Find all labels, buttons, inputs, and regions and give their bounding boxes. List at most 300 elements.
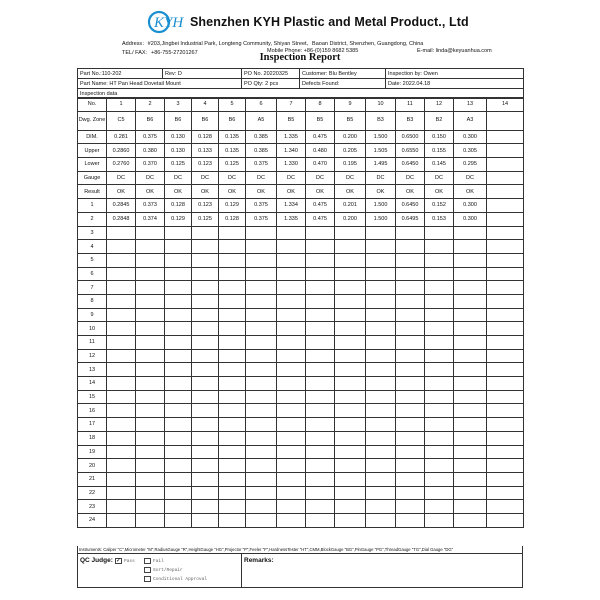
company-mobile: Mobile Phone: +86-(0)159 8682 5385 <box>267 48 359 54</box>
measurement-cell: 0.2848 <box>107 212 136 226</box>
measurement-cell: 0.373 <box>136 199 165 213</box>
row-label: DIM. <box>78 130 107 144</box>
measurement-cell <box>335 349 366 363</box>
measurement-cell <box>107 253 136 267</box>
company-email: E-mail: linda@keyuanhua.com <box>417 48 492 54</box>
measurement-cell: 0.153 <box>425 212 454 226</box>
measurement-row <box>78 472 524 486</box>
spec-cell: DC <box>454 171 487 185</box>
measurement-cell <box>246 322 277 336</box>
measurement-cell <box>277 445 306 459</box>
measurement-cell: 0.374 <box>136 212 165 226</box>
measurement-cell <box>219 322 246 336</box>
measurement-cell <box>306 322 335 336</box>
section-label: Inspection data <box>78 89 524 99</box>
measurement-cell <box>219 377 246 391</box>
row-number: 6 <box>78 267 107 281</box>
measurement-cell <box>396 459 425 473</box>
part-no: Part No.:110-202 <box>78 69 163 79</box>
measurement-row <box>78 281 524 295</box>
measurement-cell <box>246 459 277 473</box>
inspection-data-table <box>77 97 524 528</box>
measurement-cell <box>396 363 425 377</box>
measurement-cell <box>192 294 219 308</box>
spec-cell <box>487 171 524 185</box>
measurement-cell <box>306 363 335 377</box>
measurement-cell <box>335 336 366 350</box>
spec-cell: OK <box>277 185 306 199</box>
measurement-cell <box>425 294 454 308</box>
company-address: Address：#203,Jingbei Industrial Park, Longteng Community, Shiyan Street、Baoan District, Shenzhen, Guangdong, China <box>122 41 424 47</box>
measurement-cell <box>396 513 425 527</box>
spec-cell: OK <box>335 185 366 199</box>
measurement-cell <box>306 404 335 418</box>
measurement-cell <box>219 486 246 500</box>
measurement-cell <box>277 404 306 418</box>
measurement-cell <box>366 281 396 295</box>
measurement-cell: 0.125 <box>192 212 219 226</box>
spec-cell: 0.281 <box>107 130 136 144</box>
qc-fail-label: Fail <box>153 559 164 564</box>
measurement-cell: 0.201 <box>335 199 366 213</box>
measurement-cell <box>192 404 219 418</box>
measurement-cell <box>136 294 165 308</box>
measurement-cell: 0.200 <box>335 212 366 226</box>
measurement-cell <box>396 308 425 322</box>
measurement-cell <box>136 322 165 336</box>
measurement-cell <box>454 459 487 473</box>
spec-cell: 0.375 <box>246 158 277 172</box>
measurement-cell <box>192 486 219 500</box>
measurement-cell <box>335 459 366 473</box>
measurement-cell <box>136 390 165 404</box>
spec-cell: DC <box>425 171 454 185</box>
measurement-row <box>78 294 524 308</box>
spec-cell: 0.370 <box>136 158 165 172</box>
measurement-row <box>78 390 524 404</box>
spec-cell: OK <box>306 185 335 199</box>
spec-cell: 0.300 <box>454 130 487 144</box>
measurement-cell <box>192 226 219 240</box>
measurement-cell: 0.129 <box>165 212 192 226</box>
spec-cell: OK <box>454 185 487 199</box>
measurement-cell <box>165 472 192 486</box>
measurement-cell <box>366 294 396 308</box>
measurement-cell: 0.375 <box>246 212 277 226</box>
measurement-cell <box>366 390 396 404</box>
measurement-cell <box>487 240 524 254</box>
column-header: 13 <box>454 98 487 112</box>
spec-cell: 0.470 <box>306 158 335 172</box>
spec-cell: DC <box>306 171 335 185</box>
row-number: 9 <box>78 308 107 322</box>
measurement-cell <box>136 377 165 391</box>
row-number: 11 <box>78 336 107 350</box>
measurement-cell <box>425 363 454 377</box>
spec-cell: 0.2860 <box>107 144 136 158</box>
measurement-cell: 1.335 <box>277 212 306 226</box>
measurement-cell <box>107 226 136 240</box>
spec-cell: B5 <box>277 111 306 130</box>
spec-cell: 1.330 <box>277 158 306 172</box>
measurement-cell <box>192 336 219 350</box>
measurement-cell <box>136 513 165 527</box>
measurement-cell <box>136 253 165 267</box>
measurement-cell <box>335 390 366 404</box>
row-number: 4 <box>78 240 107 254</box>
spec-cell: OK <box>136 185 165 199</box>
measurement-cell <box>335 253 366 267</box>
measurement-cell <box>136 472 165 486</box>
measurement-cell <box>219 500 246 514</box>
spec-cell: 0.205 <box>335 144 366 158</box>
row-number: 3 <box>78 226 107 240</box>
spec-cell: B3 <box>366 111 396 130</box>
measurement-cell <box>246 281 277 295</box>
measurement-cell <box>396 472 425 486</box>
measurement-cell <box>165 404 192 418</box>
measurement-cell <box>136 349 165 363</box>
measurement-cell: 0.475 <box>306 212 335 226</box>
row-number: 13 <box>78 363 107 377</box>
spec-cell: 0.2760 <box>107 158 136 172</box>
spec-cell: DC <box>366 171 396 185</box>
qc-judge-label: QC Judge: <box>80 557 113 564</box>
measurement-cell <box>246 294 277 308</box>
measurement-cell: 0.6495 <box>396 212 425 226</box>
spec-row <box>78 171 524 185</box>
measurement-cell: 0.152 <box>425 199 454 213</box>
spec-cell: 1.340 <box>277 144 306 158</box>
measurement-cell <box>454 486 487 500</box>
measurement-cell <box>366 377 396 391</box>
measurement-cell <box>136 240 165 254</box>
spec-cell: B6 <box>219 111 246 130</box>
measurement-cell <box>396 336 425 350</box>
measurement-cell <box>487 431 524 445</box>
measurement-cell <box>487 308 524 322</box>
measurement-cell <box>454 267 487 281</box>
measurement-cell: 0.2845 <box>107 199 136 213</box>
measurement-cell <box>107 404 136 418</box>
measurement-cell <box>306 445 335 459</box>
measurement-cell <box>335 308 366 322</box>
company-header <box>77 6 523 56</box>
measurement-cell <box>487 363 524 377</box>
measurement-cell <box>107 431 136 445</box>
measurement-cell <box>335 363 366 377</box>
qc-pass-label: Pass <box>124 559 135 564</box>
measurement-cell <box>425 349 454 363</box>
measurement-cell <box>165 513 192 527</box>
measurement-cell <box>306 390 335 404</box>
measurement-cell <box>425 472 454 486</box>
measurement-cell <box>454 431 487 445</box>
measurement-cell <box>425 513 454 527</box>
spec-cell: 0.305 <box>454 144 487 158</box>
spec-cell: 0.6500 <box>396 130 425 144</box>
measurement-cell <box>366 513 396 527</box>
measurement-cell <box>487 336 524 350</box>
measurement-row <box>78 349 524 363</box>
measurement-cell <box>136 431 165 445</box>
measurement-cell <box>277 226 306 240</box>
measurement-cell <box>246 513 277 527</box>
measurement-cell <box>366 486 396 500</box>
measurement-cell <box>396 377 425 391</box>
measurement-row <box>78 377 524 391</box>
company-name: Shenzhen KYH Plastic and Metal Product., Ltd <box>190 15 469 29</box>
measurement-cell <box>165 322 192 336</box>
measurement-cell <box>396 500 425 514</box>
measurement-cell: 1.500 <box>366 212 396 226</box>
measurement-cell <box>487 294 524 308</box>
footer-divider <box>241 554 242 587</box>
measurement-cell <box>107 445 136 459</box>
measurement-cell <box>219 294 246 308</box>
column-header: 2 <box>136 98 165 112</box>
spec-cell: 1.505 <box>366 144 396 158</box>
measurement-row <box>78 418 524 432</box>
measurement-cell <box>192 281 219 295</box>
spec-cell: DC <box>396 171 425 185</box>
measurement-cell <box>335 445 366 459</box>
spec-cell: B6 <box>165 111 192 130</box>
measurement-cell <box>306 267 335 281</box>
measurement-cell <box>277 240 306 254</box>
measurement-cell <box>454 240 487 254</box>
measurement-row <box>78 199 524 213</box>
measurement-cell <box>107 294 136 308</box>
measurement-cell <box>335 472 366 486</box>
measurement-cell <box>136 486 165 500</box>
qc-fail-checkbox[interactable] <box>144 558 151 564</box>
measurement-cell <box>192 472 219 486</box>
measurement-cell <box>277 349 306 363</box>
measurement-cell <box>107 281 136 295</box>
measurement-cell <box>454 349 487 363</box>
customer: Customer: Blu Bentley <box>300 69 386 79</box>
measurement-cell <box>425 336 454 350</box>
spec-cell: 0.130 <box>165 130 192 144</box>
spec-cell: 0.480 <box>306 144 335 158</box>
measurement-cell <box>192 349 219 363</box>
spec-cell: A3 <box>454 111 487 130</box>
measurement-cell <box>335 322 366 336</box>
measurement-cell <box>425 445 454 459</box>
row-number: 7 <box>78 281 107 295</box>
spec-cell: OK <box>192 185 219 199</box>
measurement-cell <box>219 267 246 281</box>
measurement-cell <box>192 322 219 336</box>
spec-cell: OK <box>107 185 136 199</box>
column-header: 6 <box>246 98 277 112</box>
row-number: 1 <box>78 199 107 213</box>
measurement-cell <box>136 500 165 514</box>
spec-cell: 0.380 <box>136 144 165 158</box>
measurement-cell <box>396 349 425 363</box>
po-quantity: PO Qty: 2 pcs <box>242 79 300 89</box>
measurement-cell <box>136 267 165 281</box>
row-number: 8 <box>78 294 107 308</box>
measurement-cell <box>454 404 487 418</box>
measurement-cell <box>454 377 487 391</box>
spec-cell: OK <box>366 185 396 199</box>
row-number: 10 <box>78 322 107 336</box>
measurement-cell <box>366 322 396 336</box>
company-logo <box>147 10 187 34</box>
spec-cell: 0.6450 <box>396 158 425 172</box>
measurement-cell: 1.500 <box>366 199 396 213</box>
spec-row <box>78 144 524 158</box>
spec-cell: OK <box>425 185 454 199</box>
spec-cell: 0.385 <box>246 144 277 158</box>
measurement-cell <box>487 226 524 240</box>
measurement-cell <box>165 390 192 404</box>
measurement-cell <box>425 404 454 418</box>
inspector: Inspection by: Owen <box>386 69 524 79</box>
measurement-cell <box>192 267 219 281</box>
measurement-cell <box>396 431 425 445</box>
spec-cell: DC <box>246 171 277 185</box>
report-info-table <box>77 68 524 99</box>
measurement-cell <box>425 253 454 267</box>
measurement-cell <box>335 404 366 418</box>
measurement-cell: 0.300 <box>454 199 487 213</box>
measurement-cell <box>396 226 425 240</box>
measurement-cell <box>277 390 306 404</box>
row-label: Dwg. Zone <box>78 111 107 130</box>
measurement-cell <box>425 500 454 514</box>
spec-cell: B5 <box>335 111 366 130</box>
measurement-cell <box>277 322 306 336</box>
column-header: 4 <box>192 98 219 112</box>
measurement-cell <box>107 500 136 514</box>
measurement-cell <box>335 294 366 308</box>
spec-cell: OK <box>246 185 277 199</box>
measurement-cell <box>306 418 335 432</box>
measurement-cell <box>487 513 524 527</box>
spec-cell: DC <box>165 171 192 185</box>
measurement-row <box>78 336 524 350</box>
measurement-cell <box>396 486 425 500</box>
spec-cell: 0.125 <box>219 158 246 172</box>
measurement-cell <box>366 267 396 281</box>
measurement-cell <box>306 240 335 254</box>
measurement-cell <box>366 500 396 514</box>
spec-cell: 0.195 <box>335 158 366 172</box>
measurement-cell <box>219 336 246 350</box>
row-number: 18 <box>78 431 107 445</box>
spec-cell <box>487 130 524 144</box>
measurement-cell <box>277 377 306 391</box>
measurement-row <box>78 445 524 459</box>
measurement-cell <box>487 377 524 391</box>
measurement-cell <box>192 459 219 473</box>
measurement-cell <box>107 486 136 500</box>
measurement-cell <box>246 431 277 445</box>
spec-cell: 0.295 <box>454 158 487 172</box>
qc-conditional-approval-checkbox[interactable] <box>144 576 151 582</box>
column-header: 10 <box>366 98 396 112</box>
qc-sort-repair-checkbox[interactable] <box>144 567 151 573</box>
measurement-cell <box>219 240 246 254</box>
measurement-cell <box>246 500 277 514</box>
measurement-cell: 0.475 <box>306 199 335 213</box>
row-number: 15 <box>78 390 107 404</box>
measurement-cell <box>219 459 246 473</box>
logo-text: KYH <box>154 15 184 31</box>
row-number: 21 <box>78 472 107 486</box>
measurement-cell <box>136 445 165 459</box>
spec-row <box>78 111 524 130</box>
measurement-cell <box>366 445 396 459</box>
measurement-cell: 0.123 <box>192 199 219 213</box>
measurement-cell <box>425 281 454 295</box>
measurement-cell <box>219 431 246 445</box>
measurement-cell <box>192 445 219 459</box>
measurement-cell <box>335 513 366 527</box>
measurement-cell <box>165 336 192 350</box>
measurement-cell <box>396 322 425 336</box>
measurement-cell <box>219 308 246 322</box>
table-header-row <box>78 98 524 112</box>
measurement-cell <box>219 226 246 240</box>
measurement-cell <box>246 363 277 377</box>
measurement-cell <box>335 431 366 445</box>
measurement-cell <box>192 513 219 527</box>
measurement-cell <box>425 390 454 404</box>
measurement-cell <box>192 431 219 445</box>
measurement-cell <box>425 226 454 240</box>
measurement-cell <box>136 404 165 418</box>
measurement-cell <box>192 308 219 322</box>
column-header: 12 <box>425 98 454 112</box>
qc-sort-repair-label: Sort/Repair <box>153 568 183 573</box>
column-header: 9 <box>335 98 366 112</box>
measurement-cell <box>107 308 136 322</box>
measurement-cell <box>277 472 306 486</box>
column-header: 8 <box>306 98 335 112</box>
measurement-row <box>78 308 524 322</box>
measurement-cell <box>335 267 366 281</box>
measurement-cell <box>219 253 246 267</box>
measurement-cell <box>487 267 524 281</box>
measurement-cell <box>277 294 306 308</box>
measurement-cell <box>396 445 425 459</box>
qc-pass-checkbox[interactable]: ✓ <box>116 558 122 564</box>
measurement-cell <box>366 472 396 486</box>
spec-cell: DC <box>136 171 165 185</box>
spec-cell: 0.135 <box>219 130 246 144</box>
measurement-cell <box>165 431 192 445</box>
measurement-cell <box>425 377 454 391</box>
row-number: 12 <box>78 349 107 363</box>
measurement-cell <box>277 281 306 295</box>
measurement-cell <box>454 472 487 486</box>
spec-cell: 1.500 <box>366 130 396 144</box>
spec-cell: DC <box>335 171 366 185</box>
spec-cell: 0.200 <box>335 130 366 144</box>
measurement-cell <box>277 486 306 500</box>
spec-cell: 0.135 <box>219 144 246 158</box>
measurement-cell <box>277 363 306 377</box>
column-header: 3 <box>165 98 192 112</box>
spec-cell: DC <box>277 171 306 185</box>
measurement-cell <box>165 308 192 322</box>
measurement-cell <box>136 363 165 377</box>
measurement-cell: 0.6450 <box>396 199 425 213</box>
